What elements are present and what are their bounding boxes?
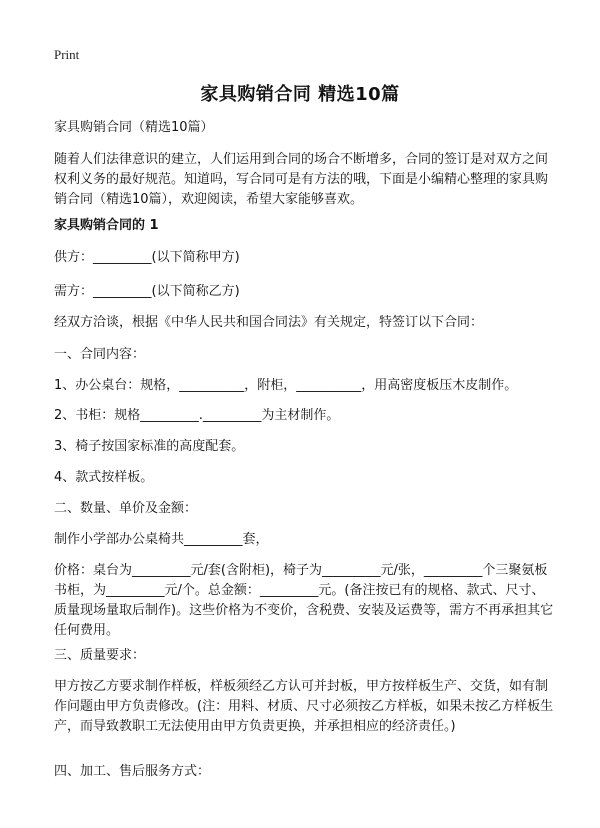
intro-paragraph: 随着人们法律意识的建立，人们运用到合同的场合不断增多，合同的签订是对双方之间权利义务的最好规范。知道吗，写合同可是有方法的哦，下面是小编精心整理的家具购销合同（精选10篇），欢迎阅读，希望大家能够喜欢。	[54, 152, 549, 207]
document-subtitle: 家具购销合同（精选10篇）	[54, 120, 214, 135]
agreement-line: 经双方洽谈，根据《中华人民共和国合同法》有关规定，特签订以下合同：	[54, 315, 484, 330]
item-one-heading: 一、合同内容：	[54, 347, 146, 362]
item-two-price: 价格：桌台为_________元/套(含附柜)，椅子为_________元/张，_________个三聚氨板书柜，为_________元/个。总金额：_________元。(备注按已有的规格、款式、尺寸、质量现场量取后制作)。这些价格为不变价，含税费、安装及运费等，需方不再承担其它任何费用。	[54, 563, 554, 638]
supplier-line: 供方：_________(以下简称甲方)	[54, 250, 240, 265]
item-one-desk: 1、办公桌台：规格，__________，附柜，__________，用高密度板压木皮制作。	[54, 378, 518, 393]
item-four-heading: 四、加工、售后服务方式：	[54, 764, 211, 779]
section-heading: 家具购销合同的 1	[54, 218, 159, 233]
item-three-text: 甲方按乙方要求制作样板，样板须经乙方认可并封板，甲方按样板生产、交货，如有制作问题由甲方负责修改。(注：用料、材质、尺寸必须按乙方样板，如果未按乙方样板生产，而导致教职工无法使用由甲方负责更换，并承担相应的经济责任。)	[54, 679, 554, 734]
item-two-heading: 二、数量、单价及金额：	[54, 501, 198, 516]
item-one-chair: 3、椅子按国家标准的高度配套。	[54, 439, 245, 454]
item-one-bookcase: 2、书柜：规格_________._________为主材制作。	[54, 408, 340, 423]
buyer-line: 需方：_________(以下简称乙方)	[54, 284, 240, 299]
item-two-quantity: 制作小学部办公桌椅共_________套，	[54, 532, 269, 547]
document-title: 家具购销合同 精选10篇	[200, 84, 400, 105]
item-one-style: 4、款式按样板。	[54, 470, 154, 485]
item-three-heading: 三、质量要求：	[54, 648, 146, 663]
print-link[interactable]: Print	[54, 47, 80, 62]
